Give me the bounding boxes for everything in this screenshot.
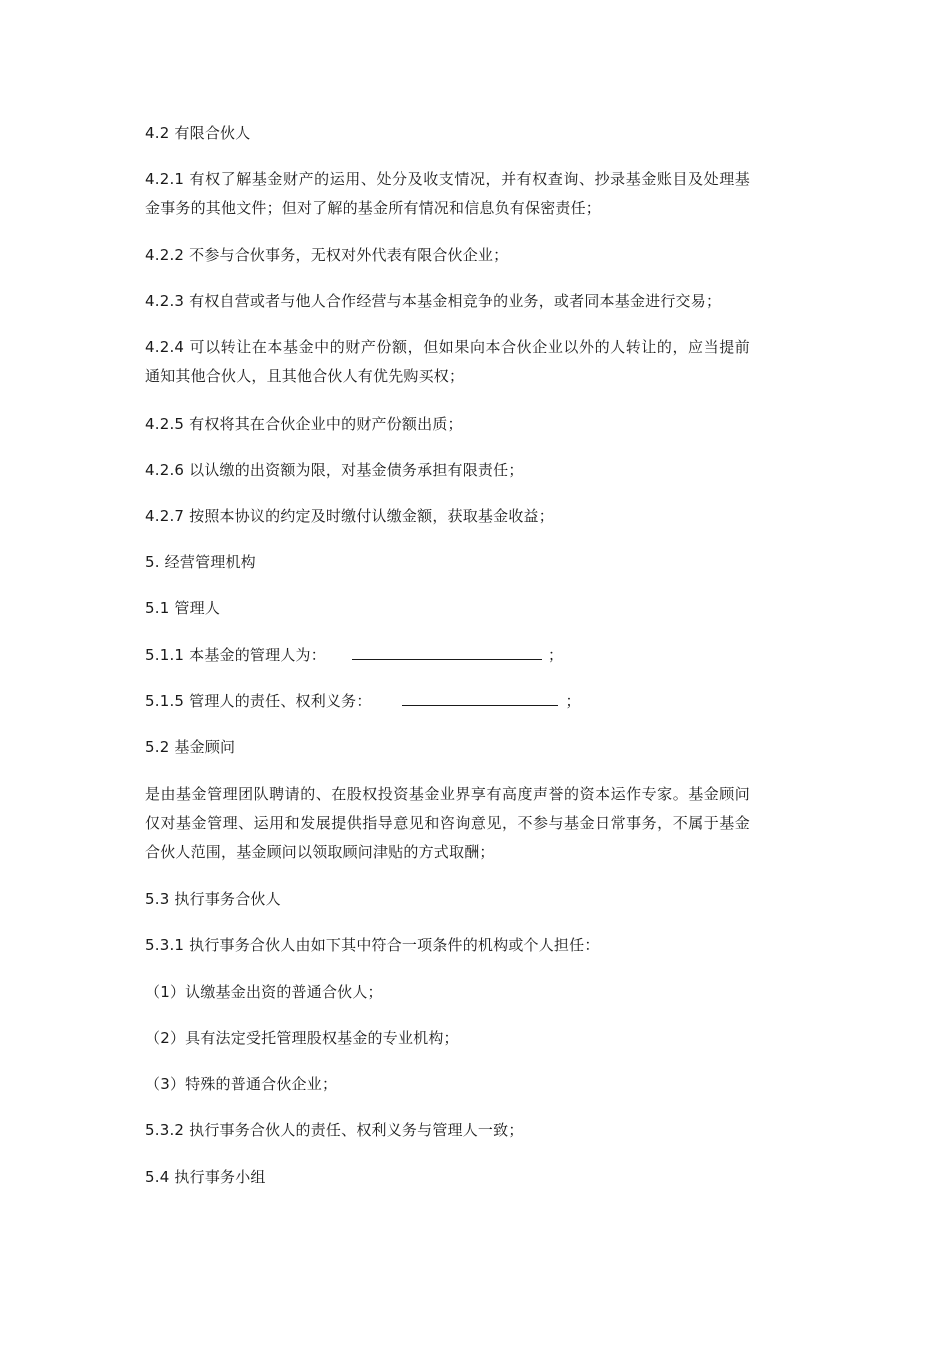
clause-5-1-1-label: 5.1.1 本基金的管理人为：: [145, 646, 326, 664]
clause-4-2-3: 4.2.3 有权自营或者与他人合作经营与本基金相竞争的业务，或者同本基金进行交易；: [145, 292, 722, 310]
clause-4-2-6: 4.2.6 以认缴的出资额为限，对基金债务承担有限责任；: [145, 461, 524, 479]
list-item-3: （3）特殊的普通合伙企业；: [145, 1075, 338, 1093]
clause-5-1-1-end: ；: [547, 646, 564, 664]
clause-5-1-5: [145, 690, 755, 711]
manager-name-blank: [352, 644, 542, 660]
clause-4-2-7: 4.2.7 按照本协议的约定及时缴付认缴金额，获取基金收益；: [145, 507, 554, 525]
heading-4-2: 4.2 有限合伙人: [145, 124, 251, 142]
clause-4-2-5: 4.2.5 有权将其在合伙企业中的财产份额出质；: [145, 415, 463, 433]
manager-duties-blank: [402, 690, 558, 706]
clause-4-2-4: 4.2.4 可以转让在本基金中的财产份额，但如果向本合伙企业以外的人转让的，应当提前通知其他合伙人，且其他合伙人有优先购买权；: [145, 338, 750, 385]
clause-5-1-5-label: 5.1.5 管理人的责任、权利义务：: [145, 692, 372, 710]
clause-5-3-1: 5.3.1 执行事务合伙人由如下其中符合一项条件的机构或个人担任：: [145, 936, 600, 954]
fund-advisor-paragraph: 是由基金管理团队聘请的、在股权投资基金业界享有高度声誉的资本运作专家。基金顾问仅对基金管理、运用和发展提供指导意见和咨询意见，不参与基金日常事务，不属于基金合伙人范围，基金顾问以领取顾问津贴的方式取酬；: [145, 785, 750, 861]
heading-5-3: 5.3 执行事务合伙人: [145, 890, 281, 908]
heading-5-2: 5.2 基金顾问: [145, 738, 236, 756]
heading-5-1: 5.1 管理人: [145, 599, 221, 617]
clause-4-2-2: 4.2.2 不参与合伙事务，无权对外代表有限合伙企业；: [145, 246, 509, 264]
heading-5: 5. 经营管理机构: [145, 553, 256, 571]
list-item-2: （2）具有法定受托管理股权基金的专业机构；: [145, 1029, 459, 1047]
heading-5-4: 5.4 执行事务小组: [145, 1168, 266, 1186]
list-item-1: （1）认缴基金出资的普通合伙人；: [145, 983, 383, 1001]
clause-5-3-2: 5.3.2 执行事务合伙人的责任、权利义务与管理人一致；: [145, 1121, 524, 1139]
clause-5-1-5-end: ；: [565, 692, 581, 710]
clause-4-2-1: 4.2.1 有权了解基金财产的运用、处分及收支情况，并有权查询、抄录基金账目及处理基金事务的其他文件；但对了解的基金所有情况和信息负有保密责任；: [145, 170, 750, 217]
clause-5-1-1: [145, 644, 755, 665]
